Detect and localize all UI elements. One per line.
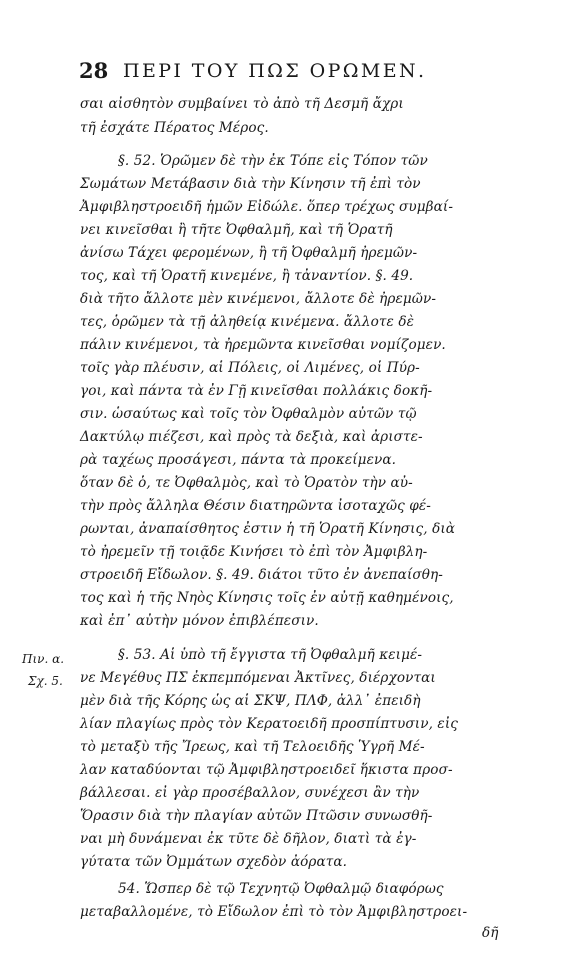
text-line: Δακτύλῳ πιέζεσι, καὶ πρὸς τὰ δεξιὰ, καὶ ἀριστε- bbox=[80, 429, 423, 445]
text-line: 54. Ὥσπερ δὲ τῷ Τεχνητῷ Ὀφθαλμῷ διαφόρως bbox=[118, 881, 444, 897]
text-line: λίαν πλαγίως πρὸς τὸν Κερατοειδῆ προσπίπτυσιν, εἰς bbox=[80, 716, 458, 732]
text-line: τῆ ἐσχάτε Πέρατος Μέρος. bbox=[80, 120, 269, 136]
text-line: δῆ bbox=[482, 925, 499, 941]
text-line: λαν καταδύονται τῷ Ἀμφιβληστροειδεῖ ἥκιστα προσ- bbox=[80, 762, 453, 778]
text-line: ἀνίσω Τάχει φερομένων, ἢ τῆ Ὀφθαλμῆ ἠρεμῶν- bbox=[80, 245, 418, 261]
margin-note-plate: Πιν. α. bbox=[22, 652, 65, 666]
text-line: ὅταν δὲ ὁ, τε Ὀφθαλμὸς, καὶ τὸ Ὁρατὸν τὴν αὐ- bbox=[80, 475, 413, 491]
running-title: ΠΕΡΙ ΤΟΥ ΠΩΣ ΟΡΩΜΕΝ. bbox=[123, 60, 427, 82]
text-line: ρωνται, ἀναπαίσθητος ἐστιν ἡ τῆ Ὁρατῆ Κίνησις, διὰ bbox=[80, 521, 456, 537]
text-line: μὲν διὰ τῆς Κόρης ὡς αἱ ΣΚΨ, ΠΛΦ, ἀλλ᾽ ἐπειδὴ bbox=[80, 693, 421, 709]
text-line: ρὰ ταχέως προσάγεσι, πάντα τὰ προκείμενα. bbox=[80, 452, 397, 468]
text-line: τὸ ἠρεμεῖν τῇ τοιᾷδε Κινήσει τὸ ἐπὶ τὸν Ἀμφιβλη- bbox=[80, 544, 428, 560]
margin-note-figure: Σχ. 5. bbox=[28, 674, 63, 688]
text-line: Ἀμφιβληστροειδῆ ἡμῶν Εἰδώλε. ὅπερ τρέχως συμβαί- bbox=[80, 199, 454, 215]
text-line: σιν. ὡσαύτως καὶ τοῖς τὸν Ὀφθαλμὸν αὐτῶν τῷ bbox=[80, 406, 417, 422]
text-line: πάλιν κινέμενοι, τὰ ἠρεμῶντα κινεῖσθαι νομίζομεν. bbox=[80, 337, 446, 353]
text-line: νει κινεῖσθαι ἢ τῆτε Ὀφθαλμῆ, καὶ τῆ Ὁρατῆ bbox=[80, 222, 393, 238]
page-number: 28 bbox=[79, 58, 109, 83]
page-header bbox=[79, 58, 479, 88]
text-line: τες, ὁρῶμεν τὰ τῇ ἀληθείᾳ κινέμενα. ἄλλοτε δὲ bbox=[80, 314, 415, 330]
text-line: διὰ τῆτο ἄλλοτε μὲν κινέμενοι, ἄλλοτε δὲ ἠρεμῶν- bbox=[80, 291, 437, 307]
text-line: τὸ μεταξὺ τῆς Ἴρεως, καὶ τῆ Τελοειδῆς Ὑγρῆ Μέ- bbox=[80, 739, 425, 755]
text-line: §. 53. Αἱ ὑπὸ τῆ ἔγγιστα τῆ Ὀφθαλμῆ κειμέ- bbox=[118, 647, 423, 663]
text-line: γύτατα τῶν Ὀμμάτων σχεδὸν ἀόρατα. bbox=[80, 854, 348, 870]
text-line: τος, καὶ τῆ Ὁρατῆ κινεμένε, ἢ τἀναντίον. §. 49. bbox=[80, 268, 414, 284]
text-line: καὶ ἐπ᾽ αὐτὴν μόνον ἐπιβλέπεσιν. bbox=[80, 613, 319, 629]
text-line: νε Μεγέθυς ΠΣ ἐκπεμπόμεναι Ἀκτῖνες, διέρχονται bbox=[80, 670, 436, 686]
text-line: μεταβαλλομένε, τὸ Εἴδωλον ἐπὶ τὸ τὸν Ἀμφιβληστροει- bbox=[80, 904, 468, 920]
text-line: τὴν πρὸς ἄλληλα Θέσιν διατηρῶντα ἰσοταχῶς φέ- bbox=[80, 498, 431, 514]
text-line: βάλλεσαι. εἰ γὰρ προσέβαλλον, συνέχεσι ἂν τὴν bbox=[80, 785, 420, 801]
text-line: §. 52. Ὁρῶμεν δὲ τὴν ἐκ Τόπε εἰς Τόπον τῶν bbox=[118, 153, 428, 169]
text-line: σαι αἰσθητὸν συμβαίνει τὸ ἀπὸ τῆ Δεσμῆ ἄχρι bbox=[80, 96, 404, 112]
text-line: τος καὶ ἡ τῆς Νηὸς Κίνησις τοῖς ἐν αὐτῇ καθημένοις, bbox=[80, 590, 454, 606]
text-line: Ὅρασιν διὰ τὴν πλαγίαν αὐτῶν Πτῶσιν συνωσθῆ- bbox=[80, 808, 433, 824]
text-line: γοι, καὶ πάντα τὰ ἐν Γῇ κινεῖσθαι πολλάκις δοκῆ- bbox=[80, 383, 433, 399]
text-line: ναι μὴ δυνάμεναι ἐκ τῦτε δὲ δῆλον, διατὶ τὰ ἐγ- bbox=[80, 831, 417, 847]
text-line: τοῖς γὰρ πλέυσιν, αἱ Πόλεις, οἱ Λιμένες, οἱ Πύρ- bbox=[80, 360, 420, 376]
text-line: Σωμάτων Μετάβασιν διὰ τὴν Κίνησιν τῆ ἐπὶ τὸν bbox=[80, 176, 421, 192]
text-line: στροειδῆ Εἴδωλον. §. 49. διάτοι τῦτο ἐν ἀνεπαίσθη- bbox=[80, 567, 443, 583]
